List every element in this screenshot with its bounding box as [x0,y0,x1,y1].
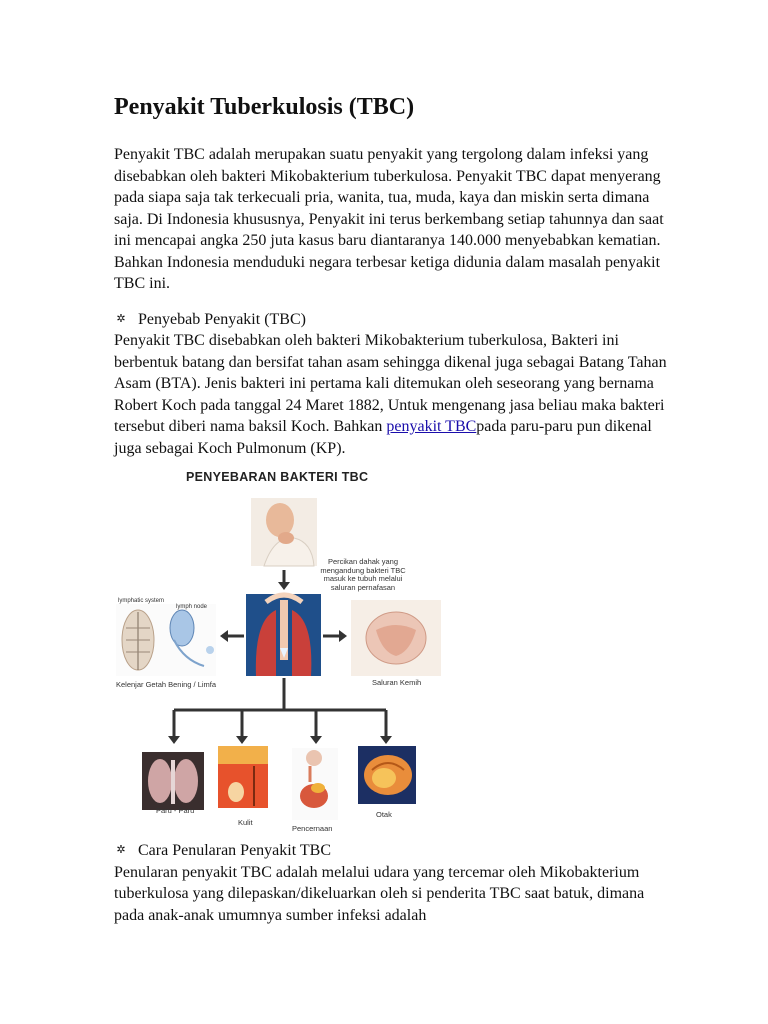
label-kelenjar: Kelenjar Getah Bening / Limfa [116,680,217,689]
diagram-graphics [114,470,474,840]
flower-bullet-icon: ✲ [116,312,126,325]
label-otak: Otak [376,810,392,819]
penyebab-text-2: pada paru-paru pun dikenal juga sebagai Koch Pulmonum (KP). [114,418,652,457]
label-pencernaan: Pencernaan [292,824,333,833]
page-title: Penyakit Tuberkulosis (TBC) [114,94,415,120]
penyebab-text-1: Penyakit TBC disebabkan oleh bakteri Mikobakterium tuberkulosa, Bakteri ini berbentuk batang dan bersifat tahan asam sehingga dikenal juga sebagai Batang Tahan Asam (BTA). Jenis bakteri ini pertama kali ditemukan oleh seseorang yang bernama Robert Koch pada tanggal 24 Maret 1882, Untuk mengenang jasa beliau maka bakteri tersebut diberi nama baksil Koch. Bahkan [114,332,667,435]
penularan-paragraph: Penularan penyakit TBC adalah melalui udara yang tercemar oleh Mikobakterium tuberkulosa yang dilepaskan/dikeluarkan oleh si penderita TBC saat batuk, dimana pada anak-anak umumnya sumber infeksi adalah [114,863,645,924]
digestive-system-image [292,748,338,820]
section-penularan [114,840,674,926]
droplet-caption: Percikan dahak yang mengandung bakteri TBC masuk ke tubuh melalui saluran pernafasan [320,557,406,592]
label-paru: Paru - Paru [156,806,195,815]
urinary-system-image [351,600,441,676]
document-body [114,92,674,459]
section-heading-text: Penyebab Penyakit (TBC) [138,310,306,328]
lymphatic-system-image [116,604,216,676]
brain-image [358,746,416,804]
penyebab-paragraph [114,330,674,459]
section-heading-penyebab [114,309,674,331]
respiratory-system-image [246,594,321,676]
diagram-title: PENYEBARAN BAKTERI TBC [186,470,369,484]
label-saluran-kemih: Saluran Kemih [372,678,422,687]
coughing-person-image [251,498,317,566]
label-kulit: Kulit [238,818,253,827]
tbc-spread-diagram [114,470,474,840]
section-heading-penularan [114,840,674,862]
flower-bullet-icon: ✲ [116,844,126,856]
label-lymph-node: lymph node [176,604,208,610]
tbc-link[interactable]: penyakit TBC [386,418,477,435]
section-heading-text: Cara Penularan Penyakit TBC [138,842,331,859]
label-lymphatic-system: lymphatic system [118,598,165,604]
lungs-xray-image [142,752,204,810]
skin-image [218,746,268,808]
intro-paragraph: Penyakit TBC adalah merupakan suatu penyakit yang tergolong dalam infeksi yang disebabkan oleh bakteri Mikobakterium tuberkulosa. Penyakit TBC dapat menyerang pada siapa saja tak terkecuali pria, wanita, tua, muda, kaya dan miskin serta dimana saja. Di Indonesia khususnya, Penyakit ini terus berkembang setiap tahunnya dan saat ini mencapai angka 250 juta kasus baru diantaranya 140.000 menyebabkan kematian. Bahkan Indonesia menduduki negara terbesar ketiga didunia dalam masalah penyakit TBC ini. [114,146,664,292]
